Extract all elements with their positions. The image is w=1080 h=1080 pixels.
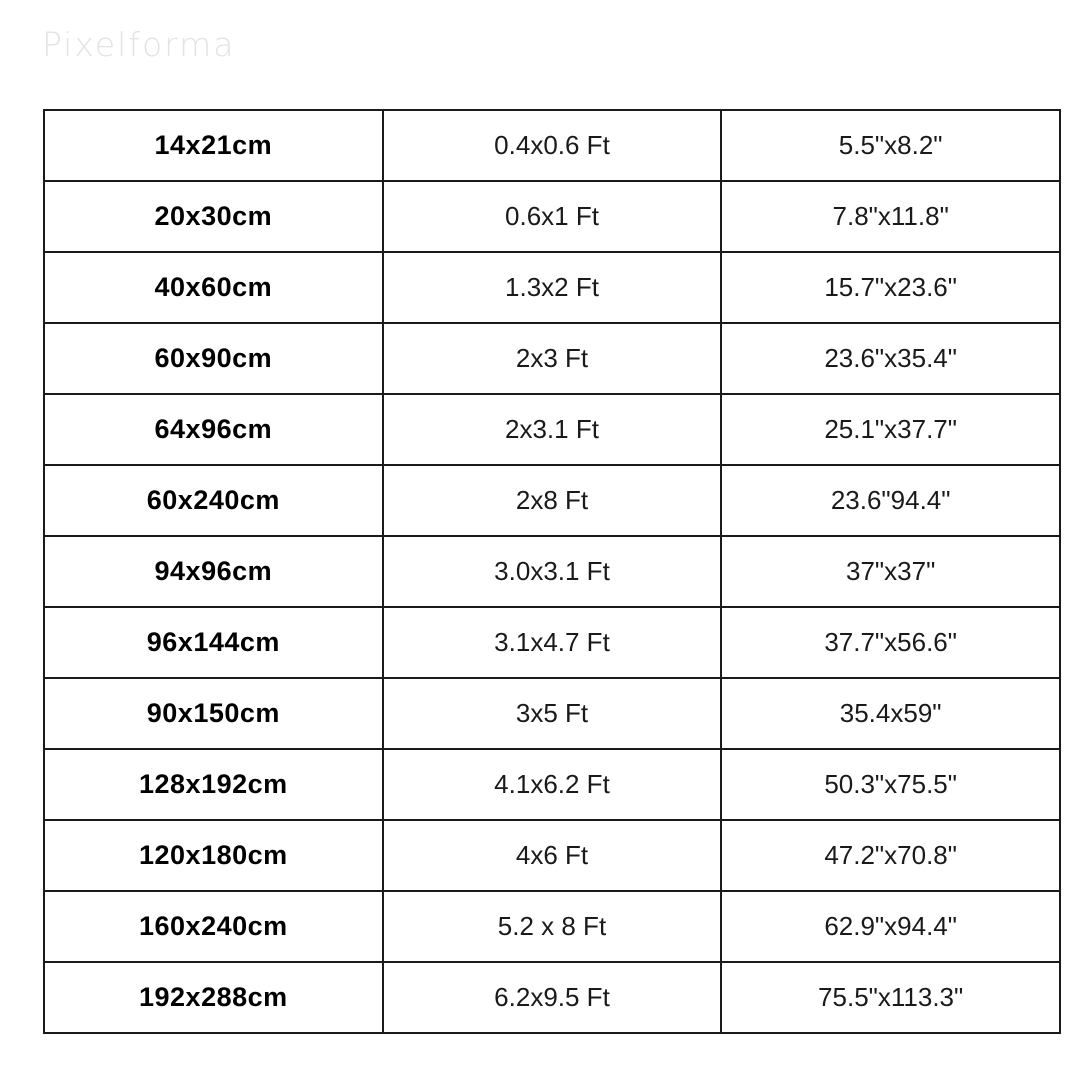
table-row (44, 465, 1060, 536)
table-row (44, 820, 1060, 891)
size-inch-cell: 75.5"x113.3" (721, 962, 1060, 1033)
table-row (44, 394, 1060, 465)
size-inch-cell: 5.5"x8.2" (721, 110, 1060, 181)
size-cm-cell: 64x96cm (44, 394, 383, 465)
size-ft-cell: 4x6 Ft (383, 820, 722, 891)
size-cm-cell: 128x192cm (44, 749, 383, 820)
size-cm-cell: 94x96cm (44, 536, 383, 607)
size-ft-cell: 0.6x1 Ft (383, 181, 722, 252)
size-table-body (44, 110, 1060, 1033)
size-ft-cell: 2x8 Ft (383, 465, 722, 536)
size-inch-cell: 37.7"x56.6" (721, 607, 1060, 678)
size-cm-cell: 60x90cm (44, 323, 383, 394)
size-ft-cell: 0.4x0.6 Ft (383, 110, 722, 181)
size-ft-cell: 3x5 Ft (383, 678, 722, 749)
size-ft-cell: 2x3 Ft (383, 323, 722, 394)
size-inch-cell: 23.6"x35.4" (721, 323, 1060, 394)
size-cm-cell: 40x60cm (44, 252, 383, 323)
table-row (44, 110, 1060, 181)
size-cm-cell: 120x180cm (44, 820, 383, 891)
size-inch-cell: 25.1"x37.7" (721, 394, 1060, 465)
size-ft-cell: 3.0x3.1 Ft (383, 536, 722, 607)
size-cm-cell: 192x288cm (44, 962, 383, 1033)
table-row (44, 678, 1060, 749)
table-row (44, 962, 1060, 1033)
size-cm-cell: 90x150cm (44, 678, 383, 749)
size-inch-cell: 50.3"x75.5" (721, 749, 1060, 820)
brand-logo: Pixelforma (42, 25, 236, 64)
size-ft-cell: 3.1x4.7 Ft (383, 607, 722, 678)
table-row (44, 252, 1060, 323)
size-ft-cell: 4.1x6.2 Ft (383, 749, 722, 820)
size-ft-cell: 5.2 x 8 Ft (383, 891, 722, 962)
table-row (44, 323, 1060, 394)
size-inch-cell: 7.8"x11.8" (721, 181, 1060, 252)
size-inch-cell: 15.7"x23.6" (721, 252, 1060, 323)
size-cm-cell: 14x21cm (44, 110, 383, 181)
size-cm-cell: 20x30cm (44, 181, 383, 252)
size-cm-cell: 96x144cm (44, 607, 383, 678)
size-inch-cell: 62.9"x94.4" (721, 891, 1060, 962)
table-row (44, 891, 1060, 962)
size-cm-cell: 60x240cm (44, 465, 383, 536)
size-inch-cell: 23.6"94.4" (721, 465, 1060, 536)
table-row (44, 536, 1060, 607)
size-cm-cell: 160x240cm (44, 891, 383, 962)
table-row (44, 181, 1060, 252)
size-inch-cell: 37"x37" (721, 536, 1060, 607)
table-row (44, 749, 1060, 820)
size-ft-cell: 6.2x9.5 Ft (383, 962, 722, 1033)
table-row (44, 607, 1060, 678)
size-inch-cell: 35.4x59" (721, 678, 1060, 749)
size-ft-cell: 2x3.1 Ft (383, 394, 722, 465)
size-inch-cell: 47.2"x70.8" (721, 820, 1060, 891)
size-conversion-table (43, 109, 1061, 1034)
size-ft-cell: 1.3x2 Ft (383, 252, 722, 323)
